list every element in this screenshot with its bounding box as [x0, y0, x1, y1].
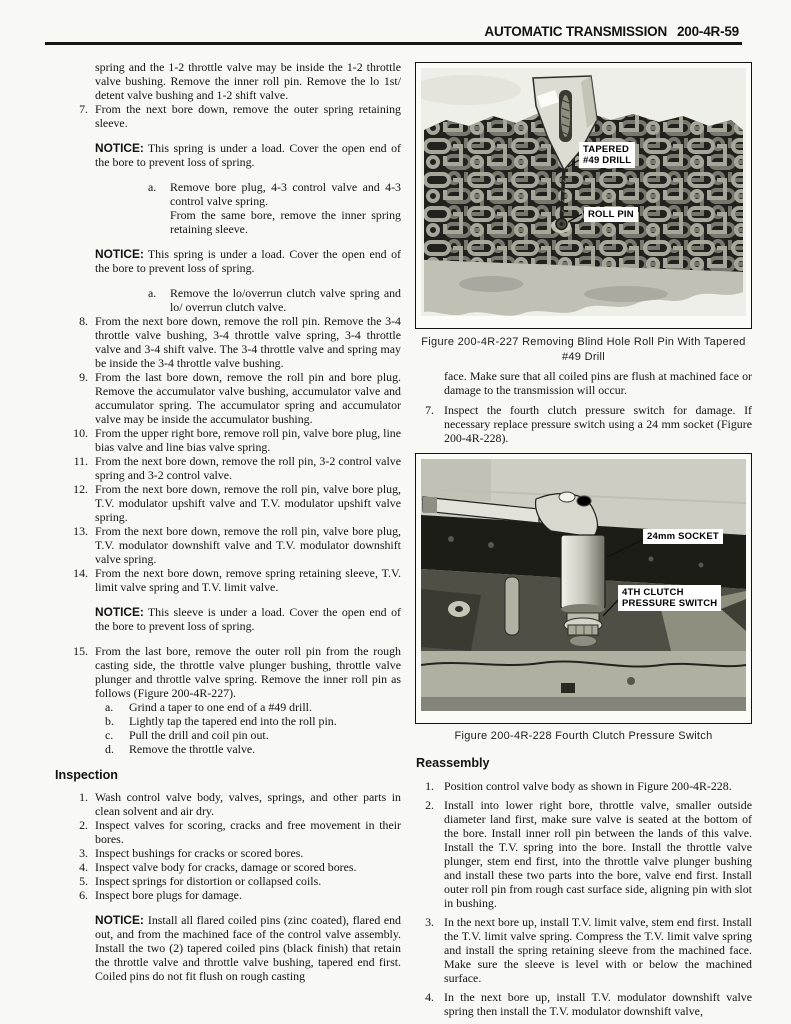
sub-item-a1: a. Remove bore plug, 4-3 control valve and 4-3 control valve spring. From the same bore, remove the inner spring retaining sleeve.	[148, 180, 401, 236]
inspection-item-2: 2. Inspect valves for scoring, cracks and free movement in their bores.	[79, 818, 401, 846]
figure-227-photo	[421, 68, 746, 316]
inspection-item-3: 3. Inspect bushings for cracks or scored bores.	[79, 846, 304, 860]
notice-text: This spring is under a load. Cover the open end of the bore to prevent loss of spring.	[95, 141, 401, 169]
fig227-label-tapered-drill: TAPERED #49 DRILL	[579, 142, 635, 168]
notice-block	[95, 247, 401, 275]
right-column	[415, 62, 752, 1018]
item-14: 14. From the next bore down, remove spring retaining sleeve, T.V. limit valve spring and T.V. limit valve.	[73, 566, 401, 594]
header-rule	[45, 42, 742, 45]
item-7-right: 7. Inspect the fourth clutch pressure switch for damage. If necessary replace pressure switch using a 24 mm socket (Figure 200-4R-228).	[425, 403, 752, 445]
item-8: 8. From the next bore down, remove the roll pin. Remove the 3-4 throttle valve bushing, 3-4 throttle valve spring, 3-4 throttle valve and 3-4 shift valve. The 3-4 throttle valve and spring may be inside the 3-4 throttle valve bushing.	[79, 314, 401, 370]
reassembly-item-1: 1. Position control valve body as shown in Figure 200-4R-228.	[425, 778, 732, 793]
notice-label: NOTICE:	[95, 605, 144, 619]
inspection-item-6: 6. Inspect bore plugs for damage.	[79, 888, 242, 902]
notice-text: This spring is under a load. Cover the open end of the bore to prevent loss of spring.	[95, 247, 401, 275]
step-c: c. Pull the drill and coil pin out.	[105, 728, 269, 742]
step-d: d. Remove the throttle valve.	[105, 742, 256, 756]
header-page-code: 200-4R-59	[677, 24, 739, 39]
header-title: AUTOMATIC TRANSMISSION	[484, 24, 667, 39]
inspection-heading: Inspection	[55, 768, 118, 782]
inspection-item-1: 1. Wash control valve body, valves, springs, and other parts in clean solvent and air dry.	[79, 790, 401, 818]
notice-label: NOTICE:	[95, 913, 144, 927]
page-header	[484, 24, 739, 39]
notice-block	[95, 913, 401, 983]
notice-label: NOTICE:	[95, 247, 144, 261]
sub-item-text2: From the same bore, remove the inner spring retaining sleeve.	[170, 208, 401, 236]
figure-227	[415, 62, 752, 329]
notice-text: Install all flared coiled pins (zinc coated), flared end out, and from the machined face of the control valve assembly. Install the two (2) tapered coiled pins (black finish) that retain the throttle valve and throttle valve bushing, tapered end first. Coiled pins do not fit flush on rough casting	[95, 913, 401, 983]
sub-item-text: Remove bore plug, 4-3 control valve and 4-3 control valve spring.	[170, 180, 401, 208]
notice-label: NOTICE:	[95, 141, 144, 155]
item-11: 11. From the next bore down, remove the roll pin, 3-2 control valve spring and 3-2 control valve.	[73, 454, 401, 482]
inspection-item-4: 4. Inspect valve body for cracks, damage or scored bores.	[79, 860, 357, 874]
coiled-pins-paragraph: face. Make sure that all coiled pins are flush at machined face or damage to the transmission will occur.	[444, 369, 752, 397]
left-column	[55, 60, 401, 994]
reassembly-heading: Reassembly	[416, 755, 490, 770]
notice-block	[95, 605, 401, 633]
reassembly-item-4: 4. In the next bore up, install T.V. modulator downshift valve spring then install the T.V. modulator downshift valve,	[425, 989, 752, 1018]
step-b: b. Lightly tap the tapered end into the roll pin.	[105, 714, 337, 728]
sub-item-a2: a. Remove the lo/overrun clutch valve spring and lo/ overrun clutch valve.	[148, 286, 401, 314]
notice-block	[95, 141, 401, 169]
figure-227-caption: Figure 200-4R-227 Removing Blind Hole Roll Pin With Tapered #49 Drill	[421, 336, 746, 363]
item-15: 15. From the last bore, remove the outer roll pin from the rough casting side, the throttle valve plunger bushing, throttle valve plunger and throttle valve spring. Remove the inner roll pin as follows (Figure 200-4R-227).	[73, 644, 401, 700]
intro-continuation: spring and the 1-2 throttle valve may be inside the 1-2 throttle valve bushing. Remove the inner roll pin. Remove the lo 1st/ detent valve bushing and 1-2 shift valve.	[95, 60, 401, 102]
inspection-item-5: 5. Inspect springs for distortion or collapsed coils.	[79, 874, 322, 888]
item-9: 9. From the last bore down, remove the roll pin and bore plug. Remove the accumulator valve bushing, accumulator valve and accumulator spring. The accumulator spring and accumulator valve may be inside the accumulator bushing.	[79, 370, 401, 426]
reassembly-item-2: 2. Install into lower right bore, throttle valve, smaller outside diameter land first, make sure valve is seated at the bottom of the bore. Install inner roll pin between the lands of this valve. Install the T.V. spring into the bore. Install the throttle valve plunger, stem end first, into the throttle valve plunger bushing and install these two parts into the bore, valve end first. Install outer roll pin from rough cast surface side, aligning pin with slot in bushing.	[425, 797, 752, 910]
figure-228-caption: Figure 200-4R-228 Fourth Clutch Pressure Switch	[454, 730, 713, 742]
fig228-label-socket: 24mm SOCKET	[643, 529, 723, 544]
item-7: 7. From the next bore down, remove the outer spring retaining sleeve.	[79, 102, 401, 130]
item-13: 13. From the next bore down, remove the roll pin, valve bore plug, T.V. modulator downshift valve and T.V. modulator downshift valve spring.	[73, 524, 401, 566]
fig228-label-pressure-switch: 4TH CLUTCH PRESSURE SWITCH	[618, 585, 721, 611]
figure-228	[415, 453, 752, 724]
fig227-label-roll-pin: ROLL PIN	[584, 207, 638, 222]
item-12: 12. From the next bore down, remove the roll pin, valve bore plug, T.V. modulator upshift valve and T.V. modulator upshift valve spring.	[73, 482, 401, 524]
item-10: 10. From the upper right bore, remove roll pin, valve bore plug, line bias valve and line bias valve spring.	[73, 426, 401, 454]
step-a: a. Grind a taper to one end of a #49 drill.	[105, 700, 312, 714]
notice-text: This sleeve is under a load. Cover the open end of the bore to prevent loss of spring.	[95, 605, 401, 633]
reassembly-item-3: 3. In the next bore up, install T.V. limit valve, stem end first. Install the T.V. limit valve spring. Compress the T.V. limit valve spring and install the spring retaining sleeve from the machined face. Make sure the sleeve is level with or below the machined surface.	[425, 914, 752, 985]
